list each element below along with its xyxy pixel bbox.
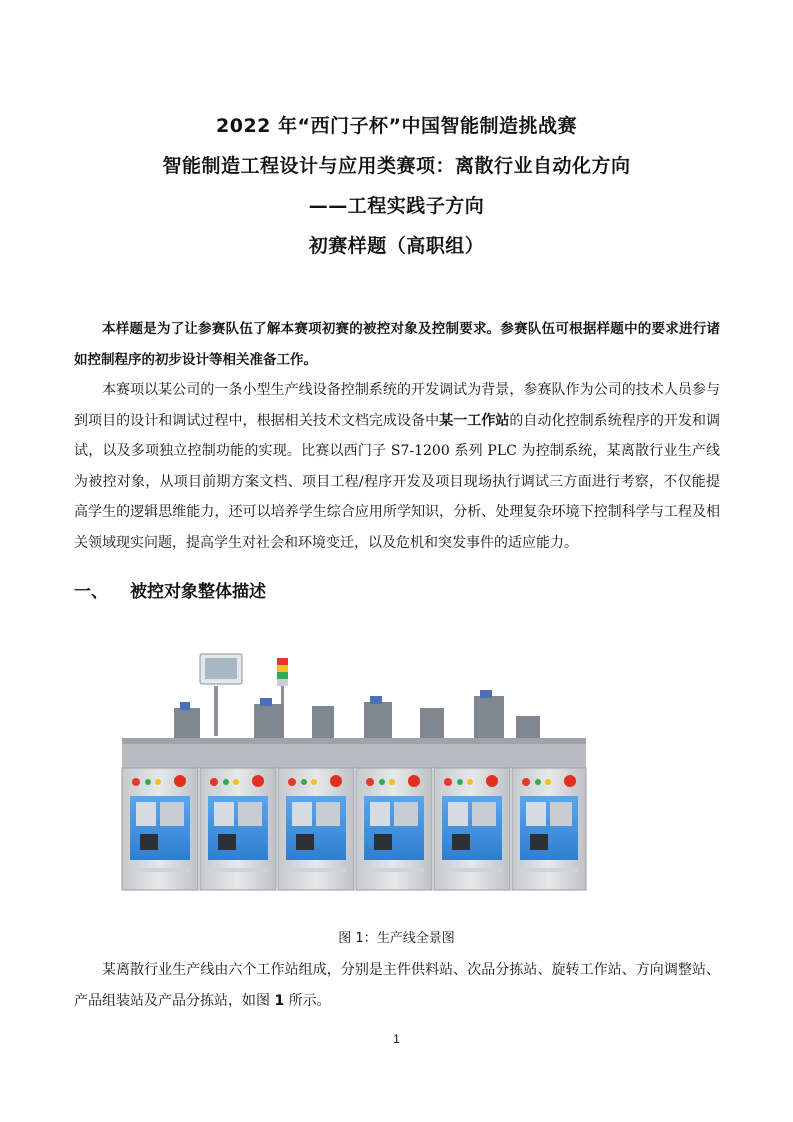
- workstations-paragraph: [74, 955, 720, 1016]
- title-line-2: 智能制造工程设计与应用类赛项：离散行业自动化方向: [162, 155, 631, 177]
- title-line-3: ——工程实践子方向: [308, 195, 485, 217]
- background-text-before: 本赛项以某公司的一条小型生产线设备控制系统的开发调试为背景，参赛队作为公司的技术人员参与到项目的设计和调试过程中，根据相关技术文档完成设备中: [74, 382, 720, 429]
- pneumatic-parts: [180, 690, 492, 710]
- intro-paragraph: 本样题是为了让参赛队伍了解本赛项初赛的被控对象及控制要求。参赛队伍可根据样题中的要求进行诸如控制程序的初步设计等相关准备工作。: [74, 321, 720, 368]
- workstations-text-before: 某离散行业生产线由六个工作站组成，分别是主件供料站、次品分拣站、旋转工作站、方向调整站、产品组装站及产品分拣站，如图: [74, 962, 720, 1009]
- title-block: [0, 116, 793, 276]
- figure-caption: 图 1：生产线全景图: [338, 931, 455, 946]
- title-line-1: 2022 年“西门子杯”中国智能制造挑战赛: [216, 115, 577, 137]
- workstations-text-after: 所示。: [284, 992, 331, 1009]
- section-number: 一、: [74, 582, 108, 602]
- work-surface-edge: [122, 738, 586, 744]
- top-machinery: [174, 696, 540, 738]
- background-paragraph: [74, 375, 720, 558]
- hmi-panel: [200, 654, 242, 736]
- production-line-figure: [114, 646, 594, 894]
- section-title: 被控对象整体描述: [130, 582, 266, 602]
- background-text-after: 的自动化控制系统程序的开发和调试，以及多项独立控制功能的实现。比赛以西门子 S7-1200 系列 PLC 为控制系统，某离散行业生产线为被控对象，从项目前期方案文档、项目工程/程序开发及项目现场执行调试三方面进行考察，不仅能提高学生的逻辑思维能力，还可以培养学生综合应用所学知识，分析、处理复杂环境下控制科学与工程及相关领域现实问题，提高学生对社会和环境变迁，以及危机和突发事件的适应能力。: [74, 412, 721, 551]
- title-line-4: 初赛样题（高职组）: [308, 235, 485, 257]
- highlight-workstation: 某一工作站: [439, 412, 510, 429]
- work-surface: [122, 742, 586, 768]
- figure-reference: 1: [274, 992, 285, 1009]
- page-number: 1: [393, 1032, 400, 1046]
- section-heading-1: [74, 580, 266, 604]
